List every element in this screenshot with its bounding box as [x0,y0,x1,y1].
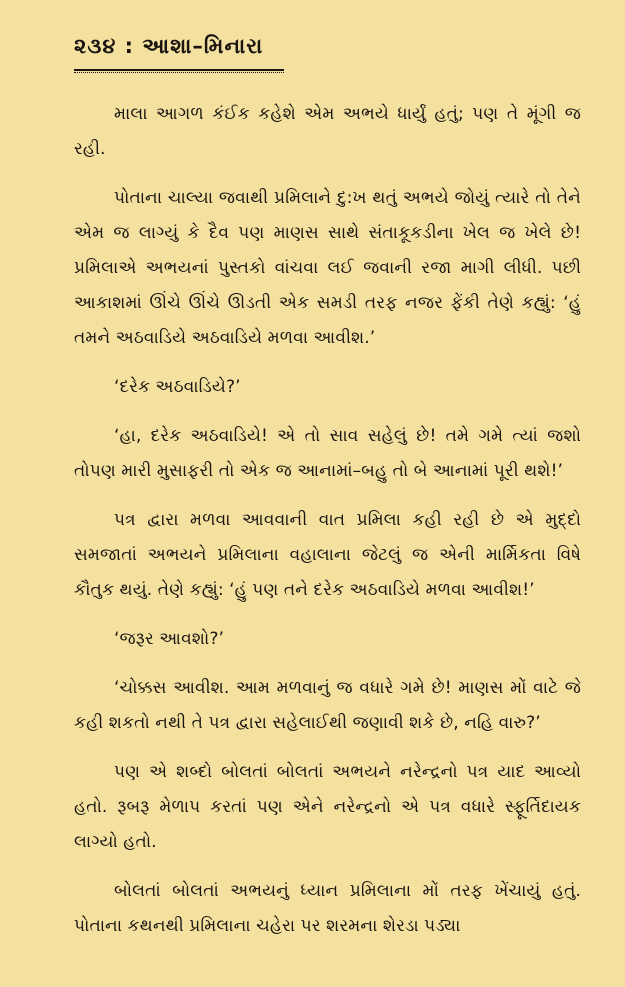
header-rule [74,69,284,73]
paragraph: ‘ચોક્કસ આવીશ. આમ મળવાનું જ વધારે ગમે છે! માણસ મોં વાટે જે કહી શકતો નથી તે પત્ર દ્વારા સહેલાઈથી જણાવી શકે છે, નહિ વારુ?’ [74,678,581,733]
paragraph: પત્ર દ્વારા મળવા આવવાની વાત પ્રમિલા કહી રહી છે એ મુદ્દો સમજાતાં અભયને પ્રમિલાના વહાલાના જેટલું જ એની માર્મિકતા વિષે કૌતુક થયું. તેણે કહ્યું: ‘હું પણ તને દરેક અઠવાડિયે મળવા આવીશ!’ [74,510,581,600]
paragraph: ‘હા, દરેક અઠવાડિયે! એ તો સાવ સહેલું છે! તમે ગમે ત્યાં જશો તોપણ મારી મુસાફરી તો એક જ આનામાં–બહુ તો બે આનામાં પૂરી થશે!’ [74,426,581,481]
paragraph: ‘જરૂર આવશો?’ [114,629,224,649]
page-number: ૨૩૪ [74,34,117,58]
running-header [74,34,581,59]
page-body [74,97,581,944]
paragraph: બોલતાં બોલતાં અભયનું ધ્યાન પ્રમિલાના મોં તરફ ખેંચાયું હતું. પોતાના કથનથી પ્રમિલાના ચહેરા પર શરમના શેરડા પડ્યા [74,881,581,936]
header-separator: : [124,34,135,58]
book-title: આશા–મિનારા [142,34,264,58]
paragraph: માલા આગળ કંઈક કહેશે એમ અભયે ધાર્યું હતું; પણ તે મૂંગી જ રહી. [74,104,581,159]
paragraph: ‘દરેક અઠવાડિયે?’ [114,377,241,397]
paragraph: પણ એ શબ્દો બોલતાં બોલતાં અભયને નરેન્દ્રનો પત્ર યાદ આવ્યો હતો. રૂબરૂ મેળાપ કરતાં પણ એને નરેન્દ્રનો એ પત્ર વધારે સ્ફૂર્તિદાયક લાગ્યો હતો. [74,762,581,852]
paragraph: પોતાના ચાલ્યા જવાથી પ્રમિલાને દુ:ખ થતું અભયે જોયું ત્યારે તો તેને એમ જ લાગ્યું કે દૈવ પણ માણસ સાથે સંતાકૂકડીના ખેલ જ ખેલે છે! પ્રમિલાએ અભયનાં પુસ્તકો વાંચવા લઈ જવાની રજા માગી લીધી. પછી આકાશમાં ઊંચે ઊંચે ઊડતી એક સમડી તરફ નજર ફેંકી તેણે કહ્યું: ‘હું તમને અઠવાડિયે અઠવાડિયે મળવા આવીશ.’ [74,188,581,348]
